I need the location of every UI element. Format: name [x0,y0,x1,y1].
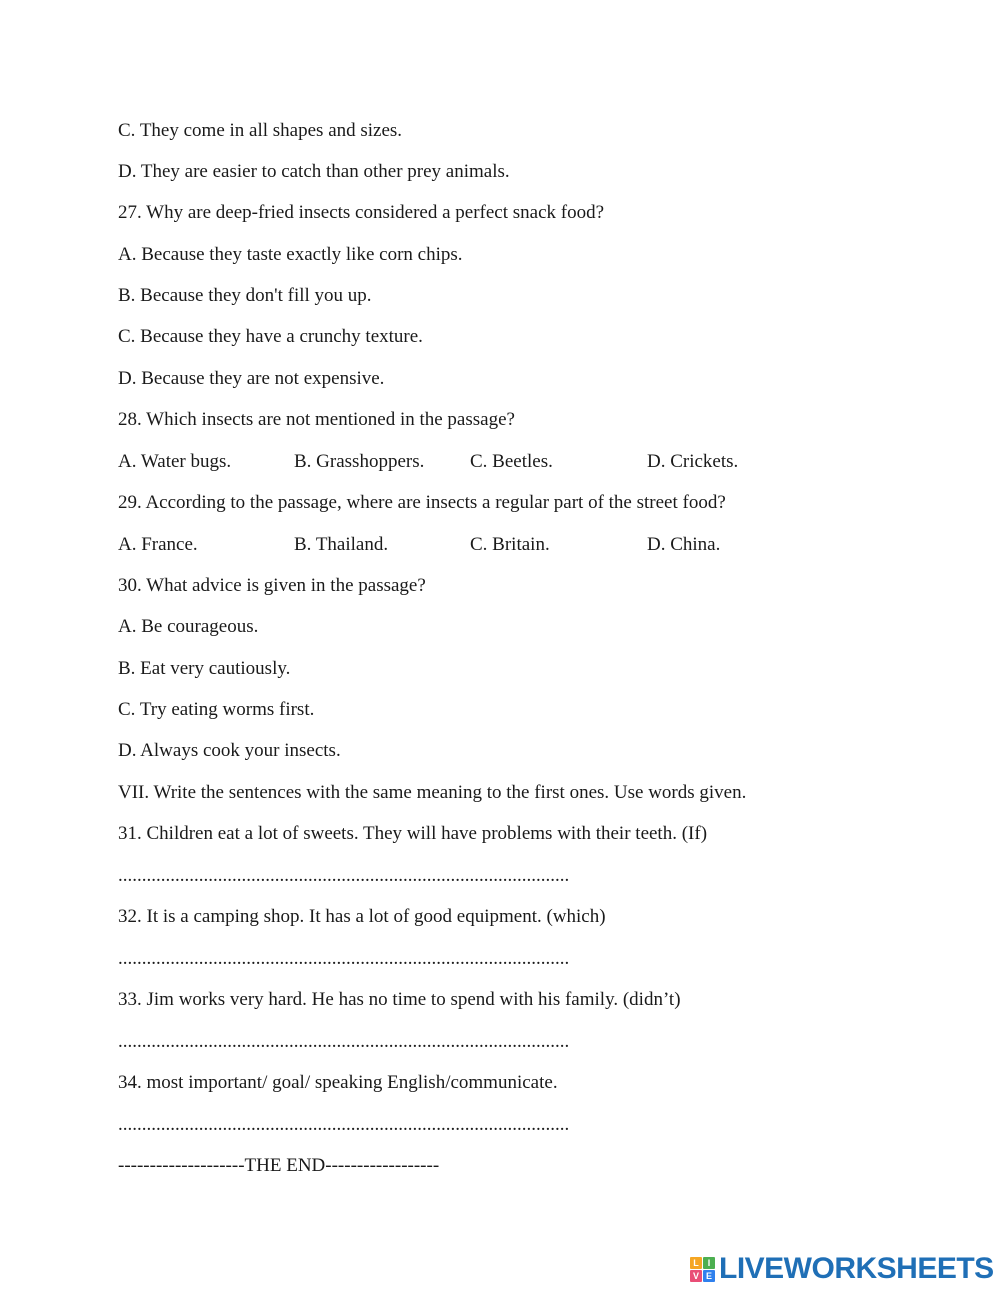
q28-question: 28. Which insects are not mentioned in the passage? [118,409,515,430]
q27-option-d: D. Because they are not expensive. [118,368,385,389]
q33-answer-line[interactable]: ............................................................................................... [118,1031,570,1052]
q26-option-d: D. They are easier to catch than other prey animals. [118,161,510,182]
q32-answer-line[interactable]: ............................................................................................... [118,948,570,969]
q27-question: 27. Why are deep-fried insects considered a perfect snack food? [118,202,605,223]
q28-option-a: A. Water bugs. [118,451,232,472]
section-7-heading: VII. Write the sentences with the same meaning to the first ones. Use words given. [118,782,747,803]
logo-letter: L [690,1257,702,1269]
q27-option-b: B. Because they don't fill you up. [118,285,372,306]
q29-option-b: B. Thailand. [294,534,389,555]
q29-option-a: A. France. [118,534,198,555]
q30-option-c: C. Try eating worms first. [118,699,315,720]
q29-option-d: D. China. [647,534,721,555]
logo-letter: E [703,1270,715,1282]
q27-option-a: A. Because they taste exactly like corn chips. [118,244,463,265]
q28-option-c: C. Beetles. [470,451,553,472]
q29-question: 29. According to the passage, where are insects a regular part of the street food? [118,492,726,513]
brand-name: LIVEWORKSHEETS [719,1252,994,1285]
q31-answer-line[interactable]: ............................................................................................... [118,865,570,886]
q34-prompt: 34. most important/ goal/ speaking English/communicate. [118,1072,558,1093]
q27-option-c: C. Because they have a crunchy texture. [118,326,423,347]
q30-question: 30. What advice is given in the passage? [118,575,426,596]
q26-option-c: C. They come in all shapes and sizes. [118,120,403,141]
q30-option-d: D. Always cook your insects. [118,740,341,761]
q28-option-b: B. Grasshoppers. [294,451,425,472]
end-marker: --------------------THE END------------------ [118,1155,440,1176]
liveworksheets-logo [690,1252,994,1286]
q29-option-c: C. Britain. [470,534,550,555]
q30-option-b: B. Eat very cautiously. [118,658,291,679]
q29-options-row [118,533,818,557]
q31-prompt: 31. Children eat a lot of sweets. They will have problems with their teeth. (If) [118,823,708,844]
q28-options-row [118,450,818,474]
q34-answer-line[interactable]: ............................................................................................... [118,1114,570,1135]
q28-option-d: D. Crickets. [647,451,739,472]
logo-letter: V [690,1270,702,1282]
q33-prompt: 33. Jim works very hard. He has no time to spend with his family. (didn’t) [118,989,681,1010]
logo-letter: I [703,1257,715,1269]
q30-option-a: A. Be courageous. [118,616,259,637]
logo-grid-icon [690,1257,715,1282]
q32-prompt: 32. It is a camping shop. It has a lot of good equipment. (which) [118,906,606,927]
